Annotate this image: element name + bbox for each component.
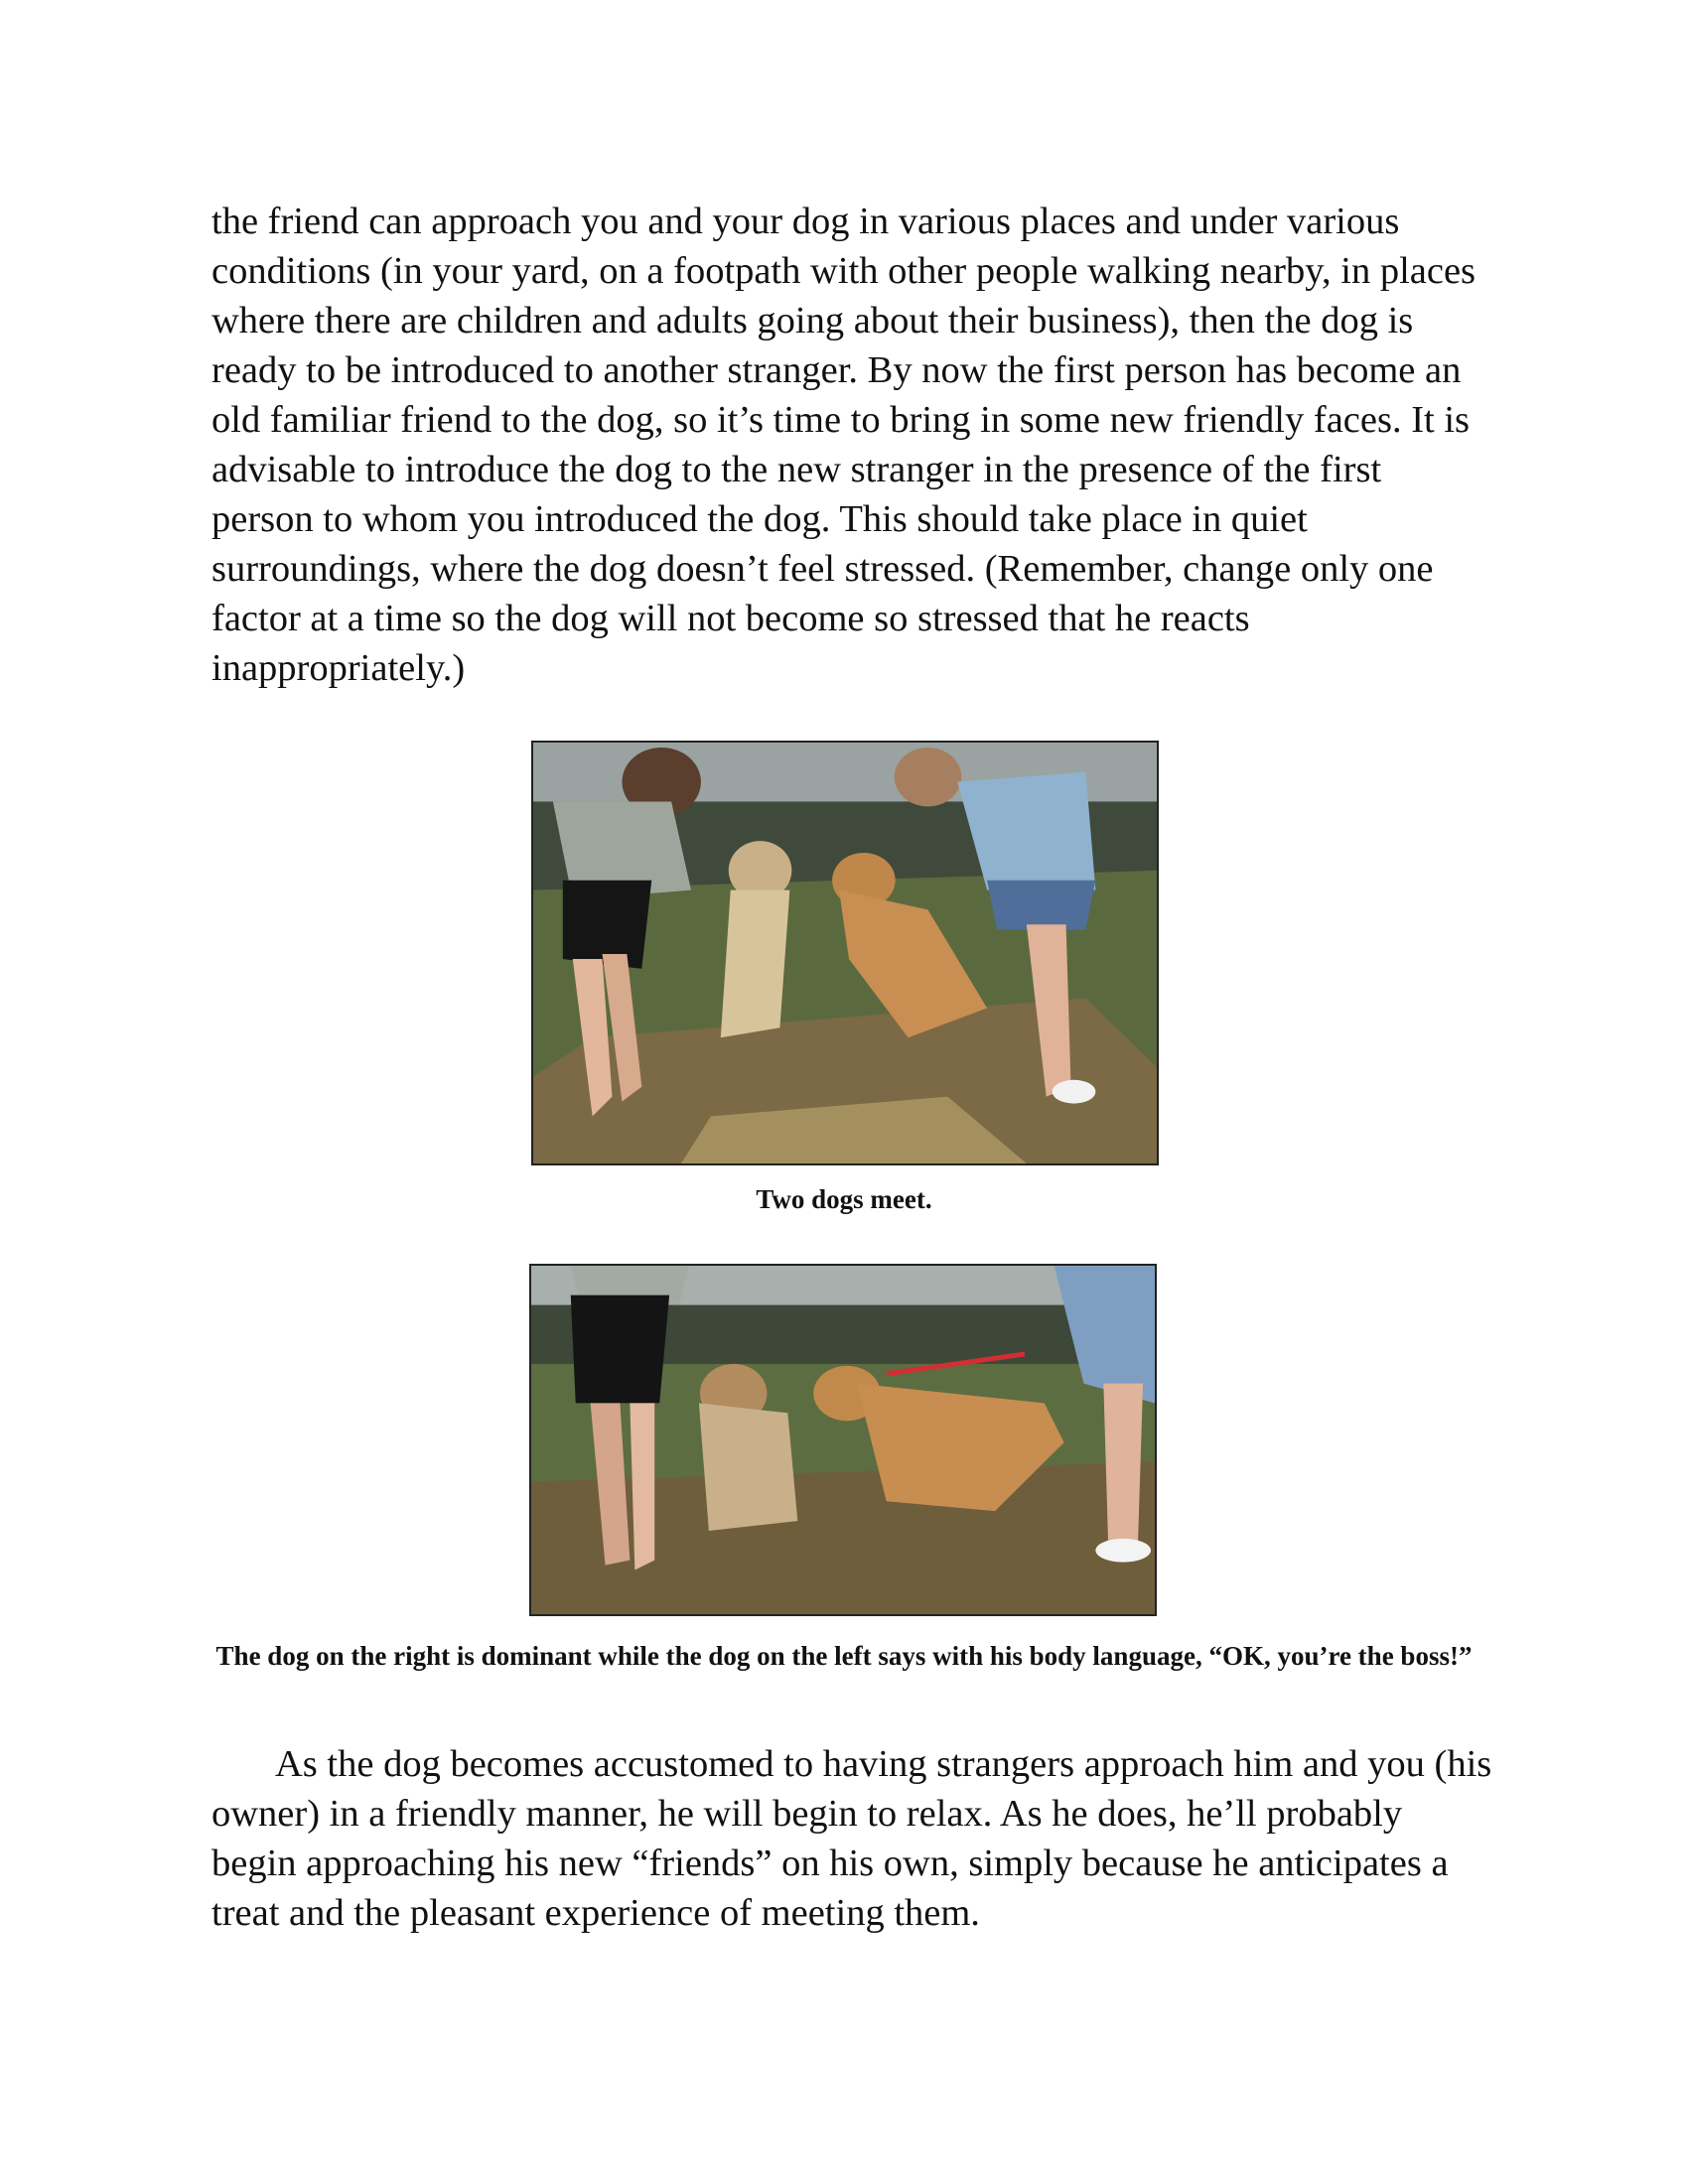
body-paragraph-1: the friend can approach you and your dog in various places and under various conditions (in your yard, on a footpath with other people walking nearby, in places where there are children and adults going about their business), then the dog is ready to be introduced to another stranger. By now the first person has become an old familiar friend to the dog, so it’s time to bring in some new friendly faces. It is advisable to introduce the dog to the new stranger in the presence of the first person to whom you introduced the dog. This should take place in quiet surroundings, where the dog doesn’t feel stressed. (Remember, change only one factor at a time so the dog will not become so stressed that he reacts inappropriately.)	[211, 201, 1477, 689]
photo-dominant-dog	[529, 1264, 1157, 1616]
figure-caption-2: The dog on the right is dominant while the dog on the left says with his body language, “OK, you’re the boss!”	[215, 1641, 1473, 1671]
body-paragraph-2: As the dog becomes accustomed to having strangers approach him and you (his owner) in a friendly manner, he will begin to relax. As he does, he’ll probably begin approaching his new “friends” on his own, simply because he anticipates a treat and the pleasant experience of meeting them.	[211, 1743, 1492, 1934]
figure-caption-1: Two dogs meet.	[756, 1184, 932, 1214]
photo-two-dogs-meet	[531, 741, 1159, 1165]
